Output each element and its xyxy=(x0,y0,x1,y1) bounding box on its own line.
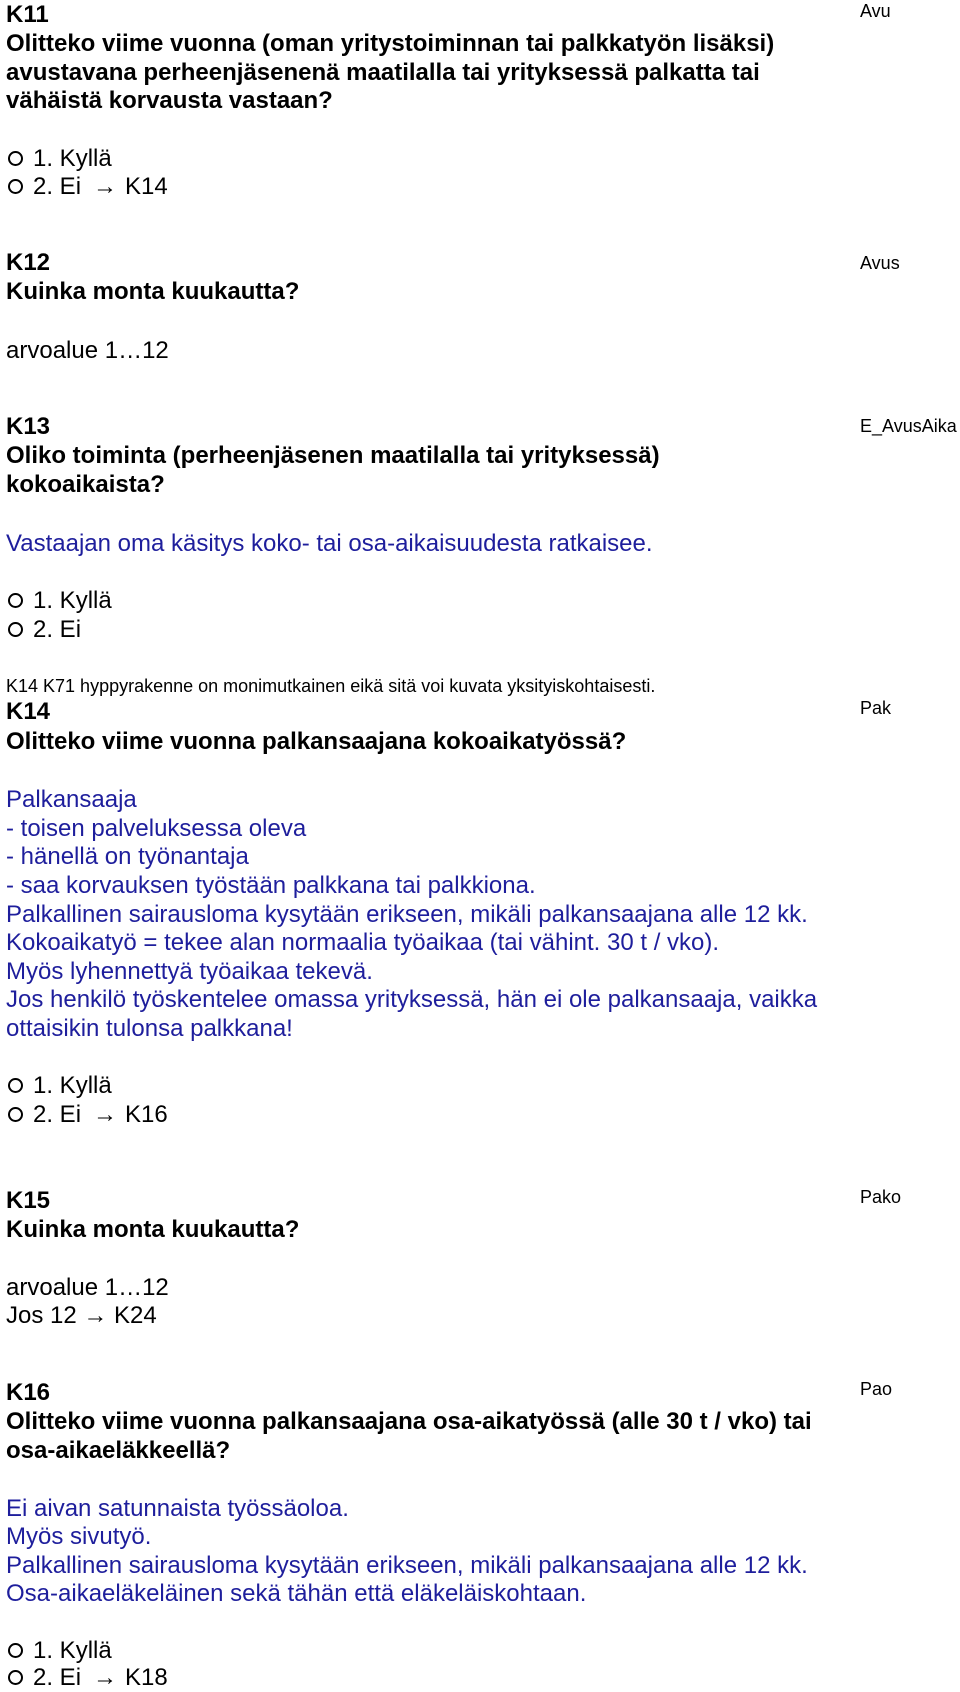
interviewer-instruction: Palkansaaja xyxy=(6,786,137,813)
radio-circle-icon[interactable] xyxy=(8,622,23,637)
question-code: K16 xyxy=(6,1379,51,1406)
answer-option[interactable] xyxy=(8,1636,112,1665)
interviewer-instruction: - toisen palveluksessa oleva xyxy=(6,815,307,842)
answer-option[interactable] xyxy=(8,615,81,644)
interviewer-instruction: Palkallinen sairausloma kysytään erikseen, mikäli palkansaajana alle 12 kk. xyxy=(6,1552,808,1579)
radio-circle-icon[interactable] xyxy=(8,1670,23,1685)
variable-name: Avu xyxy=(860,1,891,21)
skip-target: K14 xyxy=(125,173,168,200)
question-code: K14 xyxy=(6,698,51,725)
option-label: 1. Kyllä xyxy=(33,1072,112,1099)
question-text: avustavana perheenjäsenenä maatilalla tai yrityksessä palkatta tai xyxy=(6,59,760,86)
interviewer-instruction: Palkallinen sairausloma kysytään erikseen, mikäli palkansaajana alle 12 kk. xyxy=(6,901,808,928)
interviewer-instruction: Vastaajan oma käsitys koko- tai osa-aikaisuudesta ratkaisee. xyxy=(6,530,653,557)
value-range: arvoalue 1…12 xyxy=(6,1274,169,1301)
radio-circle-icon[interactable] xyxy=(8,1078,23,1093)
question-text: osa-aikaeläkkeellä? xyxy=(6,1437,231,1464)
question-text: Olitteko viime vuonna palkansaajana kokoaikatyössä? xyxy=(6,728,627,755)
interviewer-instruction: Myös sivutyö. xyxy=(6,1523,152,1550)
option-label: 2. Ei xyxy=(33,1101,82,1128)
radio-circle-icon[interactable] xyxy=(8,593,23,608)
question-code: K13 xyxy=(6,413,51,440)
value-range: arvoalue 1…12 xyxy=(6,337,169,364)
variable-name: E_AvusAika xyxy=(860,416,957,436)
arrow-right-icon: → xyxy=(93,173,118,200)
question-text: Olitteko viime vuonna (oman yritystoiminnan tai palkkatyön lisäksi) xyxy=(6,30,775,57)
question-text: Kuinka monta kuukautta? xyxy=(6,278,300,305)
answer-option[interactable] xyxy=(8,1100,168,1129)
interviewer-instruction: - saa korvauksen työstään palkkana tai palkkiona. xyxy=(6,872,536,899)
radio-circle-icon[interactable] xyxy=(8,1643,23,1658)
variable-name: Pao xyxy=(860,1379,893,1399)
interviewer-instruction: Osa-aikaeläkeläinen sekä tähän että eläkeläiskohtaan. xyxy=(6,1580,587,1607)
arrow-right-icon: → xyxy=(93,1101,118,1128)
option-label: 2. Ei xyxy=(33,173,82,200)
interviewer-instruction: ottaisikin tulonsa palkkana! xyxy=(6,1015,293,1042)
option-label: 2. Ei xyxy=(33,616,82,643)
jump-rule: Jos 12 → K24 xyxy=(6,1302,157,1329)
option-label: 1. Kyllä xyxy=(33,587,112,614)
question-code: K11 xyxy=(6,1,49,28)
question-text: Olitteko viime vuonna palkansaajana osa-aikatyössä (alle 30 t / vko) tai xyxy=(6,1408,812,1435)
skip-note: K14 K71 hyppyrakenne on monimutkainen eikä sitä voi kuvata yksityiskohtaisesti. xyxy=(6,676,656,696)
question-text: kokoaikaista? xyxy=(6,471,165,498)
question-text: vähäistä korvausta vastaan? xyxy=(6,87,333,114)
interviewer-instruction: Myös lyhennettyä työaikaa tekevä. xyxy=(6,958,373,985)
arrow-right-icon: → xyxy=(93,1664,118,1691)
interviewer-instruction: - hänellä on työnantaja xyxy=(6,843,249,870)
interviewer-instruction: Kokoaikatyö = tekee alan normaalia työaikaa (tai vähint. 30 t / vko). xyxy=(6,929,720,956)
option-label: 1. Kyllä xyxy=(33,145,112,172)
skip-target: K16 xyxy=(125,1101,168,1128)
radio-circle-icon[interactable] xyxy=(8,1107,23,1122)
radio-circle-icon[interactable] xyxy=(8,179,23,194)
answer-option[interactable] xyxy=(8,144,112,173)
answer-option[interactable] xyxy=(8,586,112,615)
interviewer-instruction: Jos henkilö työskentelee omassa yrityksessä, hän ei ole palkansaaja, vaikka xyxy=(6,986,818,1013)
question-text: Kuinka monta kuukautta? xyxy=(6,1216,300,1243)
question-text: Oliko toiminta (perheenjäsenen maatilalla tai yrityksessä) xyxy=(6,442,660,469)
variable-name: Avus xyxy=(860,253,900,273)
variable-name: Pak xyxy=(860,698,892,718)
interviewer-instruction: Ei aivan satunnaista työssäoloa. xyxy=(6,1495,349,1522)
question-code: K12 xyxy=(6,249,51,276)
skip-target: K18 xyxy=(125,1664,168,1691)
option-label: 2. Ei xyxy=(33,1664,82,1691)
answer-option[interactable] xyxy=(8,1071,112,1100)
question-code: K15 xyxy=(6,1187,51,1214)
answer-option[interactable] xyxy=(8,172,168,201)
radio-circle-icon[interactable] xyxy=(8,151,23,166)
answer-option[interactable] xyxy=(8,1663,168,1692)
variable-name: Pako xyxy=(860,1187,902,1207)
option-label: 1. Kyllä xyxy=(33,1637,112,1664)
